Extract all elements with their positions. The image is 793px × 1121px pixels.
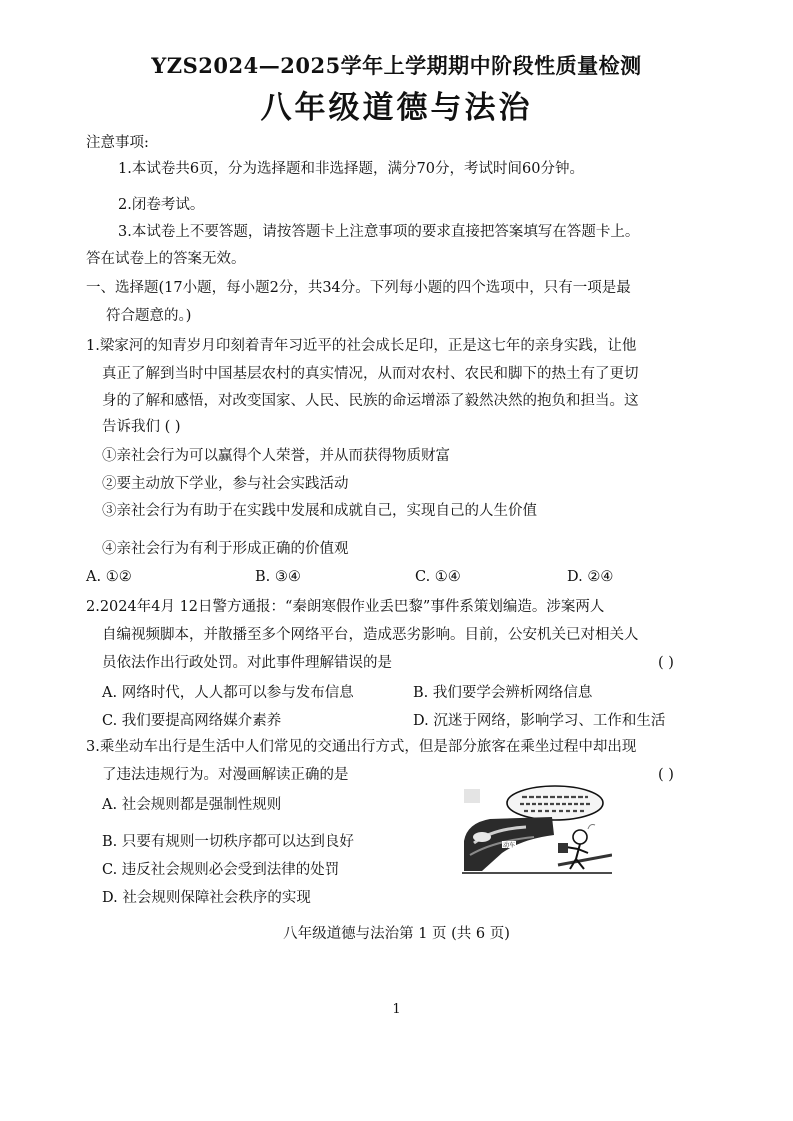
question-stem-line: 2.2024年4月 12日警方通报：“秦朗寒假作业丢巴黎”事件系策划编造。涉案两人 <box>86 599 605 615</box>
notice-item: 答在试卷上的答案无效。 <box>86 251 246 267</box>
question-stem-line: 告诉我们 ( ) <box>102 419 181 435</box>
question-stem-line: 员依法作出行政处罚。对此事件理解错误的是 <box>102 655 392 671</box>
option-d[interactable]: D. ②④ <box>567 569 614 585</box>
page-number: 1 <box>392 1002 401 1017</box>
question-stem-line: 1.梁家河的知青岁月印刻着青年习近平的社会成长足印，正是这七年的亲身实践，让他 <box>86 338 637 354</box>
comic-illustration <box>462 783 612 875</box>
option-c[interactable]: C. ①④ <box>415 569 461 585</box>
option-d[interactable]: D. 社会规则保障社会秩序的实现 <box>102 890 311 906</box>
notice-item: 1.本试卷共6页，分为选择题和非选择题，满分70分，考试时间60分钟。 <box>118 161 584 177</box>
question-stem-line: 3.乘坐动车出行是生活中人们常见的交通出行方式，但是部分旅客在乘坐过程中却出现 <box>86 739 637 755</box>
answer-bracket: ( ) <box>658 655 674 671</box>
notice-heading: 注意事项: <box>86 135 149 151</box>
question-stem-line: 自编视频脚本，并散播至多个网络平台，造成恶劣影响。目前，公安机关已对相关人 <box>102 627 639 643</box>
option-a[interactable]: A. ①② <box>86 569 132 585</box>
exam-title: 八年级道德与法治 <box>260 90 533 126</box>
option-c[interactable]: C. 我们要提高网络媒介素养 <box>102 713 282 729</box>
option-b[interactable]: B. ③④ <box>255 569 301 585</box>
notice-item: 2.闭卷考试。 <box>118 197 205 213</box>
statement: ④亲社会行为有利于形成正确的价值观 <box>102 541 349 557</box>
section-heading-cont: 符合题意的。) <box>106 308 192 324</box>
page-footer: 八年级道德与法治第 1 页 (共 6 页) <box>283 926 510 942</box>
statement: ②要主动放下学业，参与社会实践活动 <box>102 476 349 492</box>
section-heading: 一、选择题(17小题，每小题2分，共34分。下列每小题的四个选项中，只有一项是最 <box>86 280 631 296</box>
answer-bracket: ( ) <box>658 767 674 783</box>
train-sign: 动车 <box>503 842 516 849</box>
option-a[interactable]: A. 社会规则都是强制性规则 <box>102 797 282 813</box>
option-a[interactable]: A. 网络时代，人人都可以参与发布信息 <box>102 685 354 701</box>
question-stem-line: 真正了解到当时中国基层农村的真实情况，从而对农村、农民和脚下的热土有了更切 <box>102 366 639 382</box>
question-stem-line: 了违法违规行为。对漫画解读正确的是 <box>102 767 349 783</box>
statement: ③亲社会行为有助于在实践中发展和成就自己，实现自己的人生价值 <box>102 503 537 519</box>
statement: ①亲社会行为可以赢得个人荣誉，并从而获得物质财富 <box>102 448 450 464</box>
passenger-figure <box>573 830 587 844</box>
smudge <box>464 789 480 803</box>
exam-subtitle: YZS2024—2025学年上学期期中阶段性质量检测 <box>151 53 642 78</box>
option-b[interactable]: B. 我们要学会辨析网络信息 <box>413 685 593 701</box>
notice-item: 3.本试卷上不要答题，请按答题卡上注意事项的要求直接把答案填写在答题卡上。 <box>118 224 640 240</box>
option-b[interactable]: B. 只要有规则一切秩序都可以达到良好 <box>102 834 354 850</box>
option-c[interactable]: C. 违反社会规则必会受到法律的处罚 <box>102 862 340 878</box>
question-stem-line: 身的了解和感悟，对改变国家、人民、民族的命运增添了毅然决然的抱负和担当。这 <box>102 393 639 409</box>
option-d[interactable]: D. 沉迷于网络，影响学习、工作和生活 <box>413 713 666 729</box>
